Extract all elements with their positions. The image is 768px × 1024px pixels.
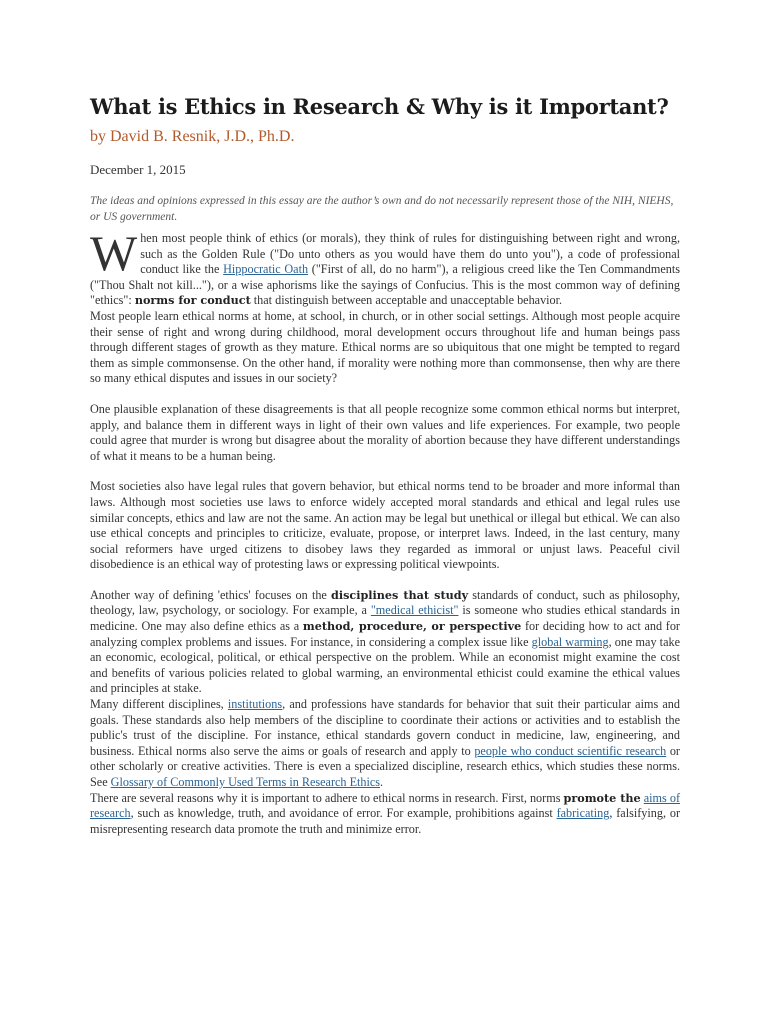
p1-text-2: ("First of all, do no harm"), a religious creed like the Ten Commandments ("Thou Shalt not kill..."), or a wise aphorisms like the sayings of Confucius. This is the most common way of defining "ethics": [90, 262, 681, 308]
p6-text-4: . [380, 775, 384, 789]
p7-text-4: , falsifying, or misrepresenting research data promote the truth and minimize error. [90, 806, 680, 836]
paragraph-7 [90, 791, 680, 838]
disclaimer: The ideas and opinions expressed in this essay are the author’s own and do not necessarily represent those of the NIH, NIEHS, or US government. [90, 195, 674, 223]
link-glossary[interactable]: Glossary of Commonly Used Terms in Research Ethics [110, 775, 381, 789]
p1-text-1: hen most people think of ethics (or morals), they think of rules for distinguishing between right and wrong, such as the Golden Rule ("Do unto others as you would have them do unto you"), a code of professional conduct like the [140, 231, 680, 277]
link-fabricating[interactable]: fabricating [556, 806, 610, 821]
p5-text-3: is someone who studies ethical standards in medicine. One may also define ethics as a [90, 603, 680, 634]
paragraph-4: Most societies also have legal rules that govern behavior, but ethical norms tend to be broader and more informal than laws. Although most societies use laws to enforce widely accepted moral standards and ethical and legal rules use similar concepts, ethics and law are not the same. An action may be legal but unethical or illegal but ethical. We can also use ethical concepts and principles to criticize, evaluate, propose, or interpret laws. Indeed, in the last century, many social reformers have urged citizens to disobey laws they regarded as immoral or unjust laws. Peaceful civil disobedience is an ethical way of protesting laws or expressing political viewpoints. [90, 479, 680, 572]
p6-text-3: or other scholarly or creative activities. There is even a specialized discipline, research ethics, which studies these norms. See [90, 743, 680, 789]
paragraph-5 [90, 588, 680, 697]
drop-cap: W [90, 225, 138, 281]
article-byline: by David B. Resnik, J.D., Ph.D. [90, 128, 295, 145]
p5-bold-1: disciplines that study [331, 587, 469, 602]
paragraph-3: One plausible explanation of these disagreements is that all people recognize some common ethical norms but interpret, apply, and balance them in different ways in light of their own values and life experiences. For example, two people could agree that murder is wrong but disagree about the morality of abortion because they have different understandings of what it means to be a human being. [90, 401, 680, 463]
link-aims-of-research[interactable]: aims of research [90, 790, 681, 821]
link-hippocratic-oath[interactable]: Hippocratic Oath [223, 262, 309, 277]
p6-text-1: Many different disciplines, [90, 697, 228, 712]
paragraph-1 [90, 225, 681, 309]
p6-text-2: , and professions have standards for behavior that suit their particular aims and goals. These standards also help members of the discipline to coordinate their actions or activities and to establish the public's trust of the discipline. For instance, ethical standards govern conduct in medicine, law, engineering, and business. Ethical norms also serve the aims or goals of research and apply to [90, 697, 680, 758]
link-institutions[interactable]: institutions [227, 697, 283, 712]
p1-bold-1: norms for conduct [134, 293, 251, 308]
link-people-who-conduct-research[interactable]: people who conduct scientific research [474, 743, 667, 758]
p5-text-4: for deciding how to act and for analyzing complex problems and issues. For instance, in considering a complex issue like [90, 619, 680, 649]
p1-text-3: that distinguish between acceptable and unacceptable behavior. [250, 293, 563, 308]
article-title: What is Ethics in Research & Why is it Important? [90, 94, 669, 119]
paragraph-2: Most people learn ethical norms at home, at school, in church, or in other social settings. Although most people acquire their sense of right and wrong during childhood, moral development occurs throughout life and human beings pass through different stages of growth as they mature. Ethical norms are so ubiquitous that one might be tempted to regard them as simple commonsense. On the other hand, if morality were nothing more than commonsense, then why are there so many ethical disputes and issues in our society? [90, 308, 680, 386]
article-date: December 1, 2015 [90, 162, 186, 177]
link-medical-ethicist[interactable]: "medical ethicist" [370, 603, 459, 618]
p5-bold-2: method, procedure, or perspective [302, 619, 522, 634]
p7-bold-1: promote the [563, 790, 641, 805]
p7-text-1: There are several reasons why it is important to adhere to ethical norms in research. First, norms [90, 790, 564, 805]
article-body [90, 225, 681, 837]
p5-text-2: standards of conduct, such as philosophy, theology, law, psychology, or sociology. For example, a [90, 587, 680, 618]
p5-text-5: , one may take an economic, ecological, political, or ethical perspective on the problem. While an economist might examine the cost and benefits of various policies related to global warming, an environmental ethicist could examine the ethical values and principles at stake. [90, 634, 680, 696]
paragraph-6 [90, 697, 680, 791]
link-global-warming[interactable]: global warming [531, 634, 609, 649]
p5-text-1: Another way of defining 'ethics' focuses on the [90, 587, 332, 602]
p7-text-3: , such as knowledge, truth, and avoidance of error. For example, prohibitions against [130, 806, 557, 821]
